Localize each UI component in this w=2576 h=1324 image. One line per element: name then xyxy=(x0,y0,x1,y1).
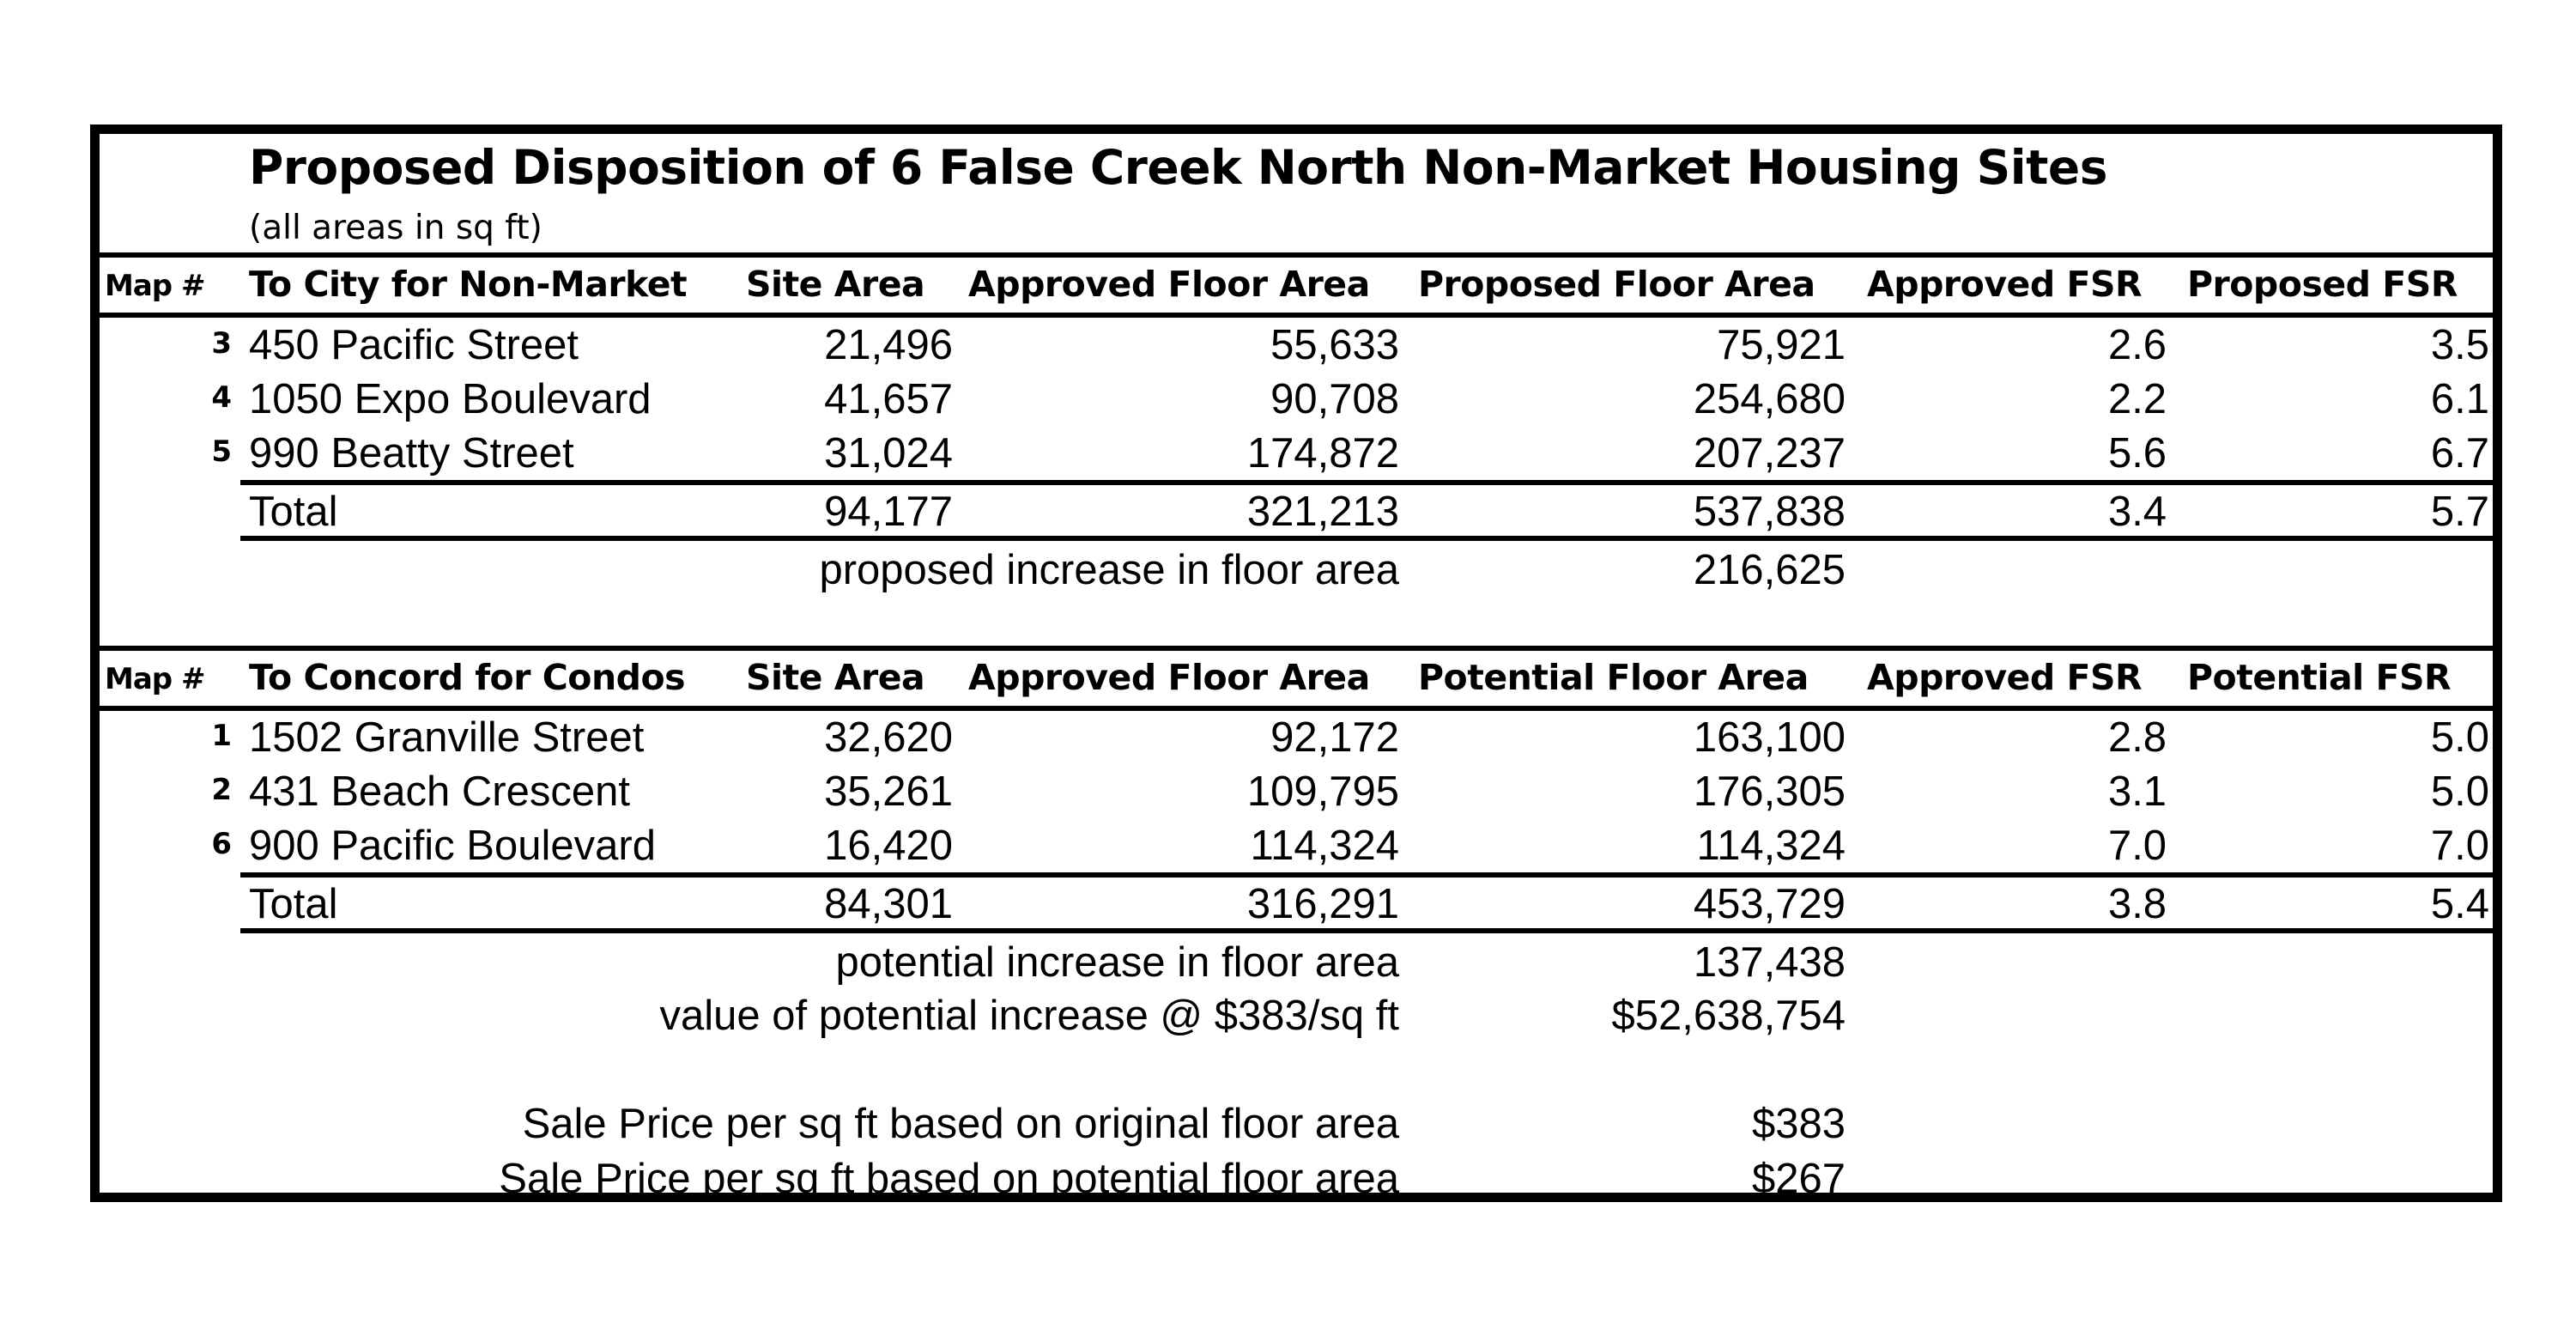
value-increase-value: $52,638,754 xyxy=(1611,993,1846,1039)
col-header-proposed-floor-area: Proposed Floor Area xyxy=(1418,264,1815,305)
page-title: Proposed Disposition of 6 False Creek North Non-Market Housing Sites xyxy=(249,140,2107,195)
header-rule-bottom-2 xyxy=(100,706,2493,711)
total-rule-top xyxy=(240,480,2493,485)
site-area: 41,657 xyxy=(824,376,953,422)
map-number: 5 xyxy=(211,434,232,469)
site-area: 35,261 xyxy=(824,768,953,815)
proposed-floor-area: 75,921 xyxy=(1717,322,1846,368)
col-header-site: To City for Non-Market xyxy=(249,264,688,305)
total-rule-bottom xyxy=(240,536,2493,541)
col-header-approved-fsr: Approved FSR xyxy=(1867,657,2143,698)
total-label: Total xyxy=(249,881,338,927)
header-rule-top-2 xyxy=(100,646,2493,651)
site-address: 450 Pacific Street xyxy=(249,322,579,368)
approved-fsr: 2.8 xyxy=(2107,714,2167,761)
col-header-potential-floor-area: Potential Floor Area xyxy=(1418,657,1809,698)
proposed-floor-area: 207,237 xyxy=(1693,430,1846,477)
total-proposed-fsr: 5.7 xyxy=(2430,489,2489,535)
total-approved-floor-area: 316,291 xyxy=(1246,881,1399,927)
proposed-floor-area: 254,680 xyxy=(1693,376,1846,422)
potential-fsr: 7.0 xyxy=(2430,823,2489,869)
increase-value: 216,625 xyxy=(1693,547,1846,593)
increase-label: potential increase in floor area xyxy=(835,939,1399,986)
col-header-site: To Concord for Condos xyxy=(249,657,686,698)
price-potential-value: $267 xyxy=(1751,1156,1846,1202)
col-header-map: Map # xyxy=(105,662,205,696)
header-rule-bottom xyxy=(100,313,2493,318)
site-area: 16,420 xyxy=(824,823,953,869)
site-address: 431 Beach Crescent xyxy=(249,768,630,815)
total-label: Total xyxy=(249,489,338,535)
approved-fsr: 3.1 xyxy=(2107,768,2167,815)
site-area: 32,620 xyxy=(824,714,953,761)
total-proposed-floor-area: 537,838 xyxy=(1693,489,1846,535)
price-original-label: Sale Price per sq ft based on original floor area xyxy=(522,1101,1399,1147)
col-header-approved-floor-area: Approved Floor Area xyxy=(968,264,1370,305)
site-area: 31,024 xyxy=(824,430,953,477)
total-potential-floor-area: 453,729 xyxy=(1693,881,1846,927)
proposed-fsr: 6.1 xyxy=(2430,376,2489,422)
potential-fsr: 5.0 xyxy=(2430,714,2489,761)
total-site-area: 94,177 xyxy=(824,489,953,535)
price-original-value: $383 xyxy=(1751,1101,1846,1147)
potential-fsr: 5.0 xyxy=(2430,768,2489,815)
total-rule-top-2 xyxy=(240,872,2493,878)
site-address: 990 Beatty Street xyxy=(249,430,574,477)
site-area: 21,496 xyxy=(824,322,953,368)
potential-floor-area: 176,305 xyxy=(1693,768,1846,815)
potential-floor-area: 114,324 xyxy=(1696,823,1846,869)
header-rule-top xyxy=(100,252,2493,258)
total-site-area: 84,301 xyxy=(824,881,953,927)
increase-label: proposed increase in floor area xyxy=(819,547,1399,593)
total-approved-floor-area: 321,213 xyxy=(1246,489,1399,535)
map-number: 1 xyxy=(211,719,232,753)
proposed-fsr: 6.7 xyxy=(2430,430,2489,477)
approved-fsr: 7.0 xyxy=(2107,823,2167,869)
approved-floor-area: 92,172 xyxy=(1270,714,1399,761)
page-subtitle: (all areas in sq ft) xyxy=(249,209,542,247)
map-number: 6 xyxy=(211,827,232,861)
approved-fsr: 2.6 xyxy=(2107,322,2167,368)
approved-fsr: 5.6 xyxy=(2107,430,2167,477)
increase-value: 137,438 xyxy=(1693,939,1846,986)
potential-floor-area: 163,100 xyxy=(1693,714,1846,761)
approved-floor-area: 55,633 xyxy=(1270,322,1399,368)
proposed-fsr: 3.5 xyxy=(2430,322,2489,368)
value-increase-label: value of potential increase @ $383/sq ft xyxy=(659,993,1399,1039)
map-number: 3 xyxy=(211,326,232,361)
col-header-proposed-fsr: Proposed FSR xyxy=(2187,264,2458,305)
approved-floor-area: 114,324 xyxy=(1250,823,1399,869)
price-potential-label: Sale Price per sq ft based on potential floor area xyxy=(499,1156,1399,1202)
map-number: 4 xyxy=(211,380,232,415)
col-header-map: Map # xyxy=(105,269,205,303)
total-rule-bottom-2 xyxy=(240,928,2493,933)
site-address: 900 Pacific Boulevard xyxy=(249,823,656,869)
col-header-approved-floor-area: Approved Floor Area xyxy=(968,657,1370,698)
total-approved-fsr: 3.8 xyxy=(2107,881,2167,927)
approved-floor-area: 90,708 xyxy=(1270,376,1399,422)
approved-floor-area: 174,872 xyxy=(1246,430,1399,477)
site-address: 1502 Granville Street xyxy=(249,714,645,761)
site-address: 1050 Expo Boulevard xyxy=(249,376,652,422)
col-header-approved-fsr: Approved FSR xyxy=(1867,264,2143,305)
approved-floor-area: 109,795 xyxy=(1246,768,1399,815)
approved-fsr: 2.2 xyxy=(2107,376,2167,422)
col-header-site-area: Site Area xyxy=(746,264,925,305)
map-number: 2 xyxy=(211,773,232,807)
total-approved-fsr: 3.4 xyxy=(2107,489,2167,535)
total-potential-fsr: 5.4 xyxy=(2430,881,2489,927)
col-header-site-area: Site Area xyxy=(746,657,925,698)
col-header-potential-fsr: Potential FSR xyxy=(2187,657,2452,698)
